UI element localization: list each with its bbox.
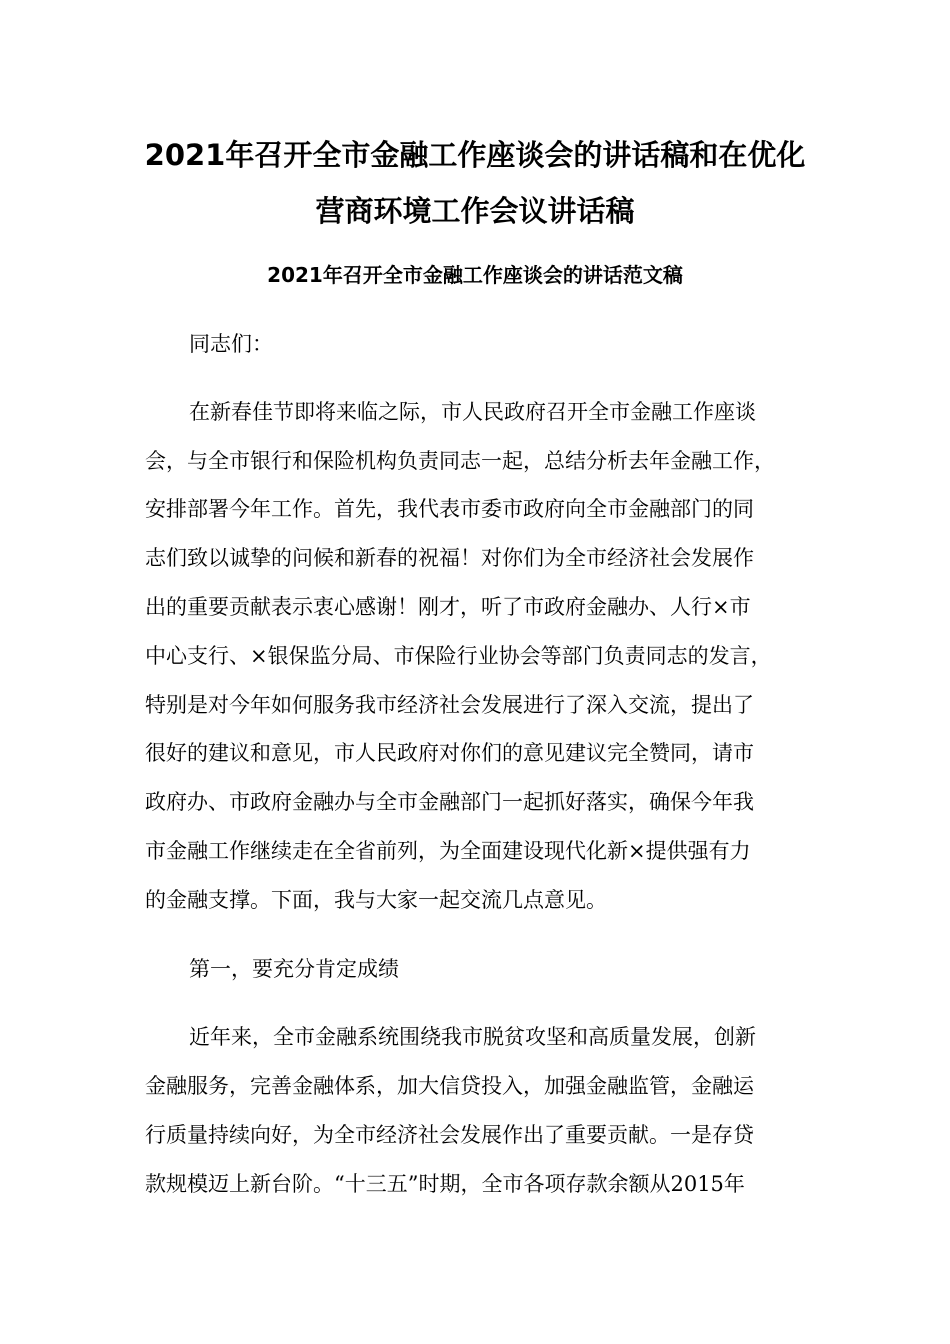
body-line: 中心支行、×银保监分局、市保险行业协会等部门负责同志的发言， bbox=[145, 644, 772, 668]
body-line: 出的重要贡献表示衷心感谢！刚才，听了市政府金融办、人行×市 bbox=[145, 595, 751, 619]
body-line: 行质量持续向好，为全市经济社会发展作出了重要贡献。一是存贷 bbox=[145, 1123, 754, 1147]
body-line: 特别是对今年如何服务我市经济社会发展进行了深入交流，提出了 bbox=[145, 693, 754, 717]
salutation: 同志们： bbox=[189, 332, 273, 356]
body-line: 安排部署今年工作。首先，我代表市委市政府向全市金融部门的同 bbox=[145, 497, 754, 521]
document-title-line-2: 营商环境工作会议讲话稿 bbox=[315, 194, 635, 228]
document-subtitle: 2021年召开全市金融工作座谈会的讲话范文稿 bbox=[267, 263, 683, 287]
body-line: 政府办、市政府金融办与全市金融部门一起抓好落实，确保今年我 bbox=[145, 790, 754, 814]
body-line: 款规模迈上新台阶。“十三五”时期，全市各项存款余额从2015年 bbox=[145, 1172, 745, 1196]
section-heading: 第一，要充分肯定成绩 bbox=[189, 957, 399, 981]
document-title-line-1: 2021年召开全市金融工作座谈会的讲话稿和在优化 bbox=[144, 138, 806, 172]
body-line: 会，与全市银行和保险机构负责同志一起，总结分析去年金融工作， bbox=[145, 449, 775, 473]
body-line: 在新春佳节即将来临之际，市人民政府召开全市金融工作座谈 bbox=[189, 400, 756, 424]
body-line: 很好的建议和意见，市人民政府对你们的意见建议完全赞同，请市 bbox=[145, 741, 754, 765]
body-line: 志们致以诚挚的问候和新春的祝福！对你们为全市经济社会发展作 bbox=[145, 546, 754, 570]
body-line: 的金融支撑。下面，我与大家一起交流几点意见。 bbox=[145, 888, 607, 912]
body-line: 市金融工作继续走在全省前列，为全面建设现代化新×提供强有力 bbox=[145, 839, 751, 863]
body-line: 金融服务，完善金融体系，加大信贷投入，加强金融监管，金融运 bbox=[145, 1074, 754, 1098]
body-line: 近年来，全市金融系统围绕我市脱贫攻坚和高质量发展，创新 bbox=[189, 1025, 756, 1049]
